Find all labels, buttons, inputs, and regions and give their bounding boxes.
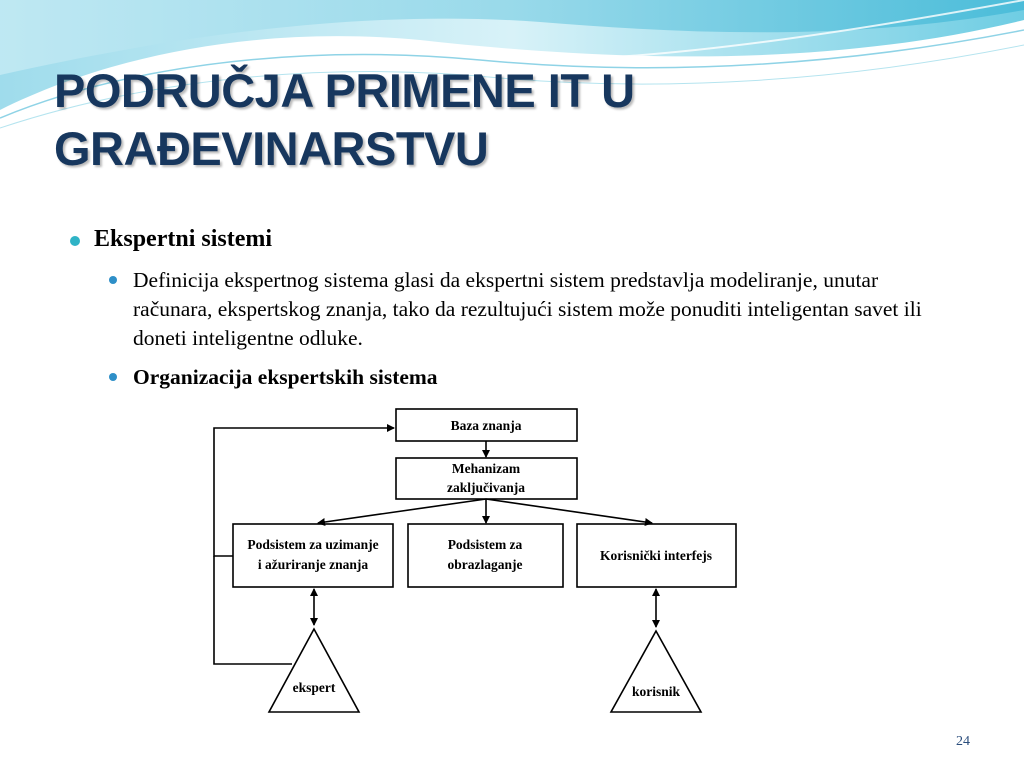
slide-title-line1: PODRUČJA PRIMENE IT U <box>54 64 635 117</box>
sub-bullet-dot-icon <box>109 373 117 381</box>
inference-engine-label-2: zaključivanja <box>446 480 526 495</box>
bullet-organization-text: Organizacija ekspertskih sistema <box>133 365 438 389</box>
bullet-definition-text: Definicija ekspertnog sistema glasi da ekspertni sistem predstavlja modeliranje, unutar računara, ekspertskog znanja, tako da rezultujući sistem može ponuditi inteligentan savet ili doneti inteligentne odluke. <box>133 268 922 350</box>
sub-bullet-dot-icon <box>109 276 117 284</box>
acquisition-label-1: Podsistem za uzimanje <box>247 537 379 552</box>
expert-system-diagram <box>212 407 739 713</box>
slide-title-line2: GRAĐEVINARSTVU <box>54 122 489 175</box>
slide-title <box>54 62 994 178</box>
expert-label: ekspert <box>292 680 336 695</box>
user-interface-label: Korisnički interfejs <box>599 548 713 563</box>
user-label: korisnik <box>631 684 681 699</box>
page-number: 24 <box>956 734 970 749</box>
knowledge-base-label: Baza znanja <box>450 418 522 433</box>
bullet-dot-icon <box>70 236 80 246</box>
explanation-label-1: Podsistem za <box>447 537 523 552</box>
acquisition-label-2: i ažuriranje znanja <box>257 557 369 572</box>
inference-engine-label-1: Mehanizam <box>451 461 521 476</box>
bullet-ekspertni-sistemi: Ekspertni sistemi <box>94 226 273 252</box>
explanation-label-2: obrazlaganje <box>447 557 523 572</box>
